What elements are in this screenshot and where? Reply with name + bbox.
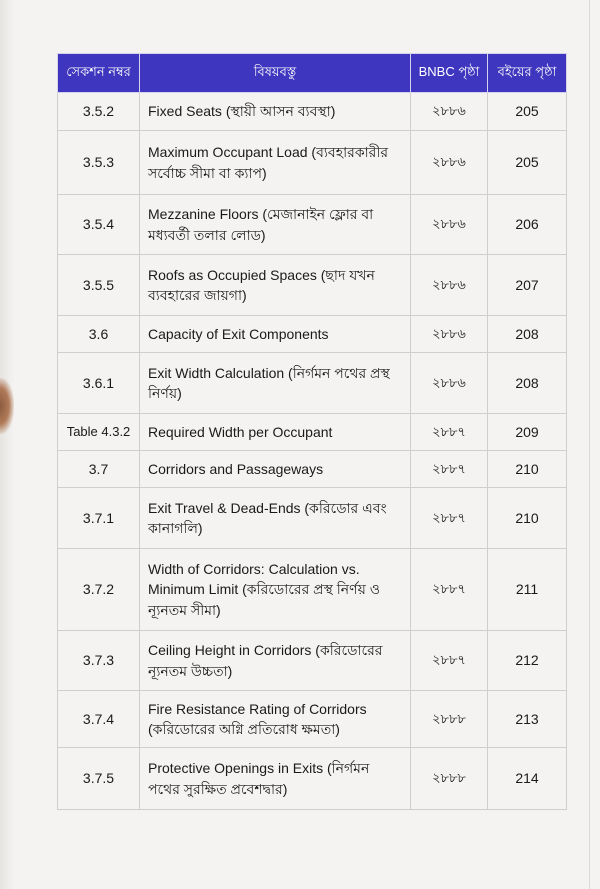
table-row bbox=[58, 255, 567, 316]
book-page: 205 bbox=[488, 131, 567, 195]
book-page: 207 bbox=[488, 255, 567, 316]
table-row bbox=[58, 488, 567, 549]
table-row bbox=[58, 691, 567, 748]
section-number: 3.6.1 bbox=[58, 353, 140, 414]
book-page: 210 bbox=[488, 488, 567, 549]
bnbc-page: ২৮৮৬ bbox=[411, 316, 488, 353]
section-number: 3.5.5 bbox=[58, 255, 140, 316]
topic: Capacity of Exit Components bbox=[140, 316, 411, 353]
book-page: 210 bbox=[488, 451, 567, 488]
bnbc-page: ২৮৮৮ bbox=[411, 748, 488, 810]
bnbc-page: ২৮৮৬ bbox=[411, 255, 488, 316]
book-page: 208 bbox=[488, 353, 567, 414]
bnbc-page: ২৮৮৭ bbox=[411, 549, 488, 631]
book-page: 208 bbox=[488, 316, 567, 353]
topic: Exit Travel & Dead-Ends (করিডোর এবং কানাগলি) bbox=[140, 488, 411, 549]
book-page: 213 bbox=[488, 691, 567, 748]
table-row bbox=[58, 549, 567, 631]
section-number: 3.7.3 bbox=[58, 631, 140, 691]
book-page: 205 bbox=[488, 93, 567, 131]
topic: Exit Width Calculation (নির্গমন পথের প্রস্থ নির্ণয়) bbox=[140, 353, 411, 414]
section-number: 3.7.2 bbox=[58, 549, 140, 631]
section-number: 3.7 bbox=[58, 451, 140, 488]
book-page: 214 bbox=[488, 748, 567, 810]
topic: Ceiling Height in Corridors (করিডোরের ন্যূনতম উচ্চতা) bbox=[140, 631, 411, 691]
table-row bbox=[58, 131, 567, 195]
bnbc-page: ২৮৮৮ bbox=[411, 691, 488, 748]
header-topic: বিষয়বস্তু bbox=[140, 54, 411, 93]
table-row bbox=[58, 631, 567, 691]
topic: Protective Openings in Exits (নির্গমন পথের সুরক্ষিত প্রবেশদ্বার) bbox=[140, 748, 411, 810]
table-row bbox=[58, 195, 567, 255]
bnbc-page: ২৮৮৬ bbox=[411, 353, 488, 414]
section-number: 3.7.5 bbox=[58, 748, 140, 810]
bnbc-page: ২৮৮৭ bbox=[411, 451, 488, 488]
contents-table bbox=[57, 53, 567, 810]
section-number: 3.7.4 bbox=[58, 691, 140, 748]
topic: Fixed Seats (স্থায়ী আসন ব্যবস্থা) bbox=[140, 93, 411, 131]
section-number: 3.5.4 bbox=[58, 195, 140, 255]
page-shadow bbox=[0, 0, 14, 889]
section-number: 3.7.1 bbox=[58, 488, 140, 549]
topic: Required Width per Occupant bbox=[140, 414, 411, 451]
bnbc-page: ২৮৮৬ bbox=[411, 131, 488, 195]
book-page: 212 bbox=[488, 631, 567, 691]
header-book-page: বইয়ের পৃষ্ঠা bbox=[488, 54, 567, 93]
thumb-image bbox=[0, 378, 14, 434]
bnbc-page: ২৮৮৬ bbox=[411, 93, 488, 131]
table-row bbox=[58, 451, 567, 488]
topic: Maximum Occupant Load (ব্যবহারকারীর সর্বোচ্চ সীমা বা ক্যাপ) bbox=[140, 131, 411, 195]
book-page: 206 bbox=[488, 195, 567, 255]
bnbc-page: ২৮৮৬ bbox=[411, 195, 488, 255]
topic: Mezzanine Floors (মেজানাইন ফ্লোর বা মধ্যবর্তী তলার লোড) bbox=[140, 195, 411, 255]
topic: Fire Resistance Rating of Corridors (করিডোরের অগ্নি প্রতিরোধ ক্ষমতা) bbox=[140, 691, 411, 748]
header-bnbc-page: BNBC পৃষ্ঠা bbox=[411, 54, 488, 93]
header-row bbox=[58, 54, 567, 93]
page-edge bbox=[589, 0, 590, 889]
topic: Roofs as Occupied Spaces (ছাদ যখন ব্যবহারের জায়গা) bbox=[140, 255, 411, 316]
topic: Width of Corridors: Calculation vs. Minimum Limit (করিডোরের প্রস্থ নির্ণয় ও ন্যূনতম সীমা) bbox=[140, 549, 411, 631]
table-row bbox=[58, 353, 567, 414]
section-number: 3.5.3 bbox=[58, 131, 140, 195]
section-number: Table 4.3.2 bbox=[58, 414, 140, 451]
table-row bbox=[58, 414, 567, 451]
bnbc-page: ২৮৮৭ bbox=[411, 631, 488, 691]
book-page: 209 bbox=[488, 414, 567, 451]
section-number: 3.6 bbox=[58, 316, 140, 353]
bnbc-page: ২৮৮৭ bbox=[411, 414, 488, 451]
table-row bbox=[58, 748, 567, 810]
book-page: 211 bbox=[488, 549, 567, 631]
table-row bbox=[58, 316, 567, 353]
header-section: সেকশন নম্বর bbox=[58, 54, 140, 93]
section-number: 3.5.2 bbox=[58, 93, 140, 131]
topic: Corridors and Passageways bbox=[140, 451, 411, 488]
bnbc-page: ২৮৮৭ bbox=[411, 488, 488, 549]
table-row bbox=[58, 93, 567, 131]
